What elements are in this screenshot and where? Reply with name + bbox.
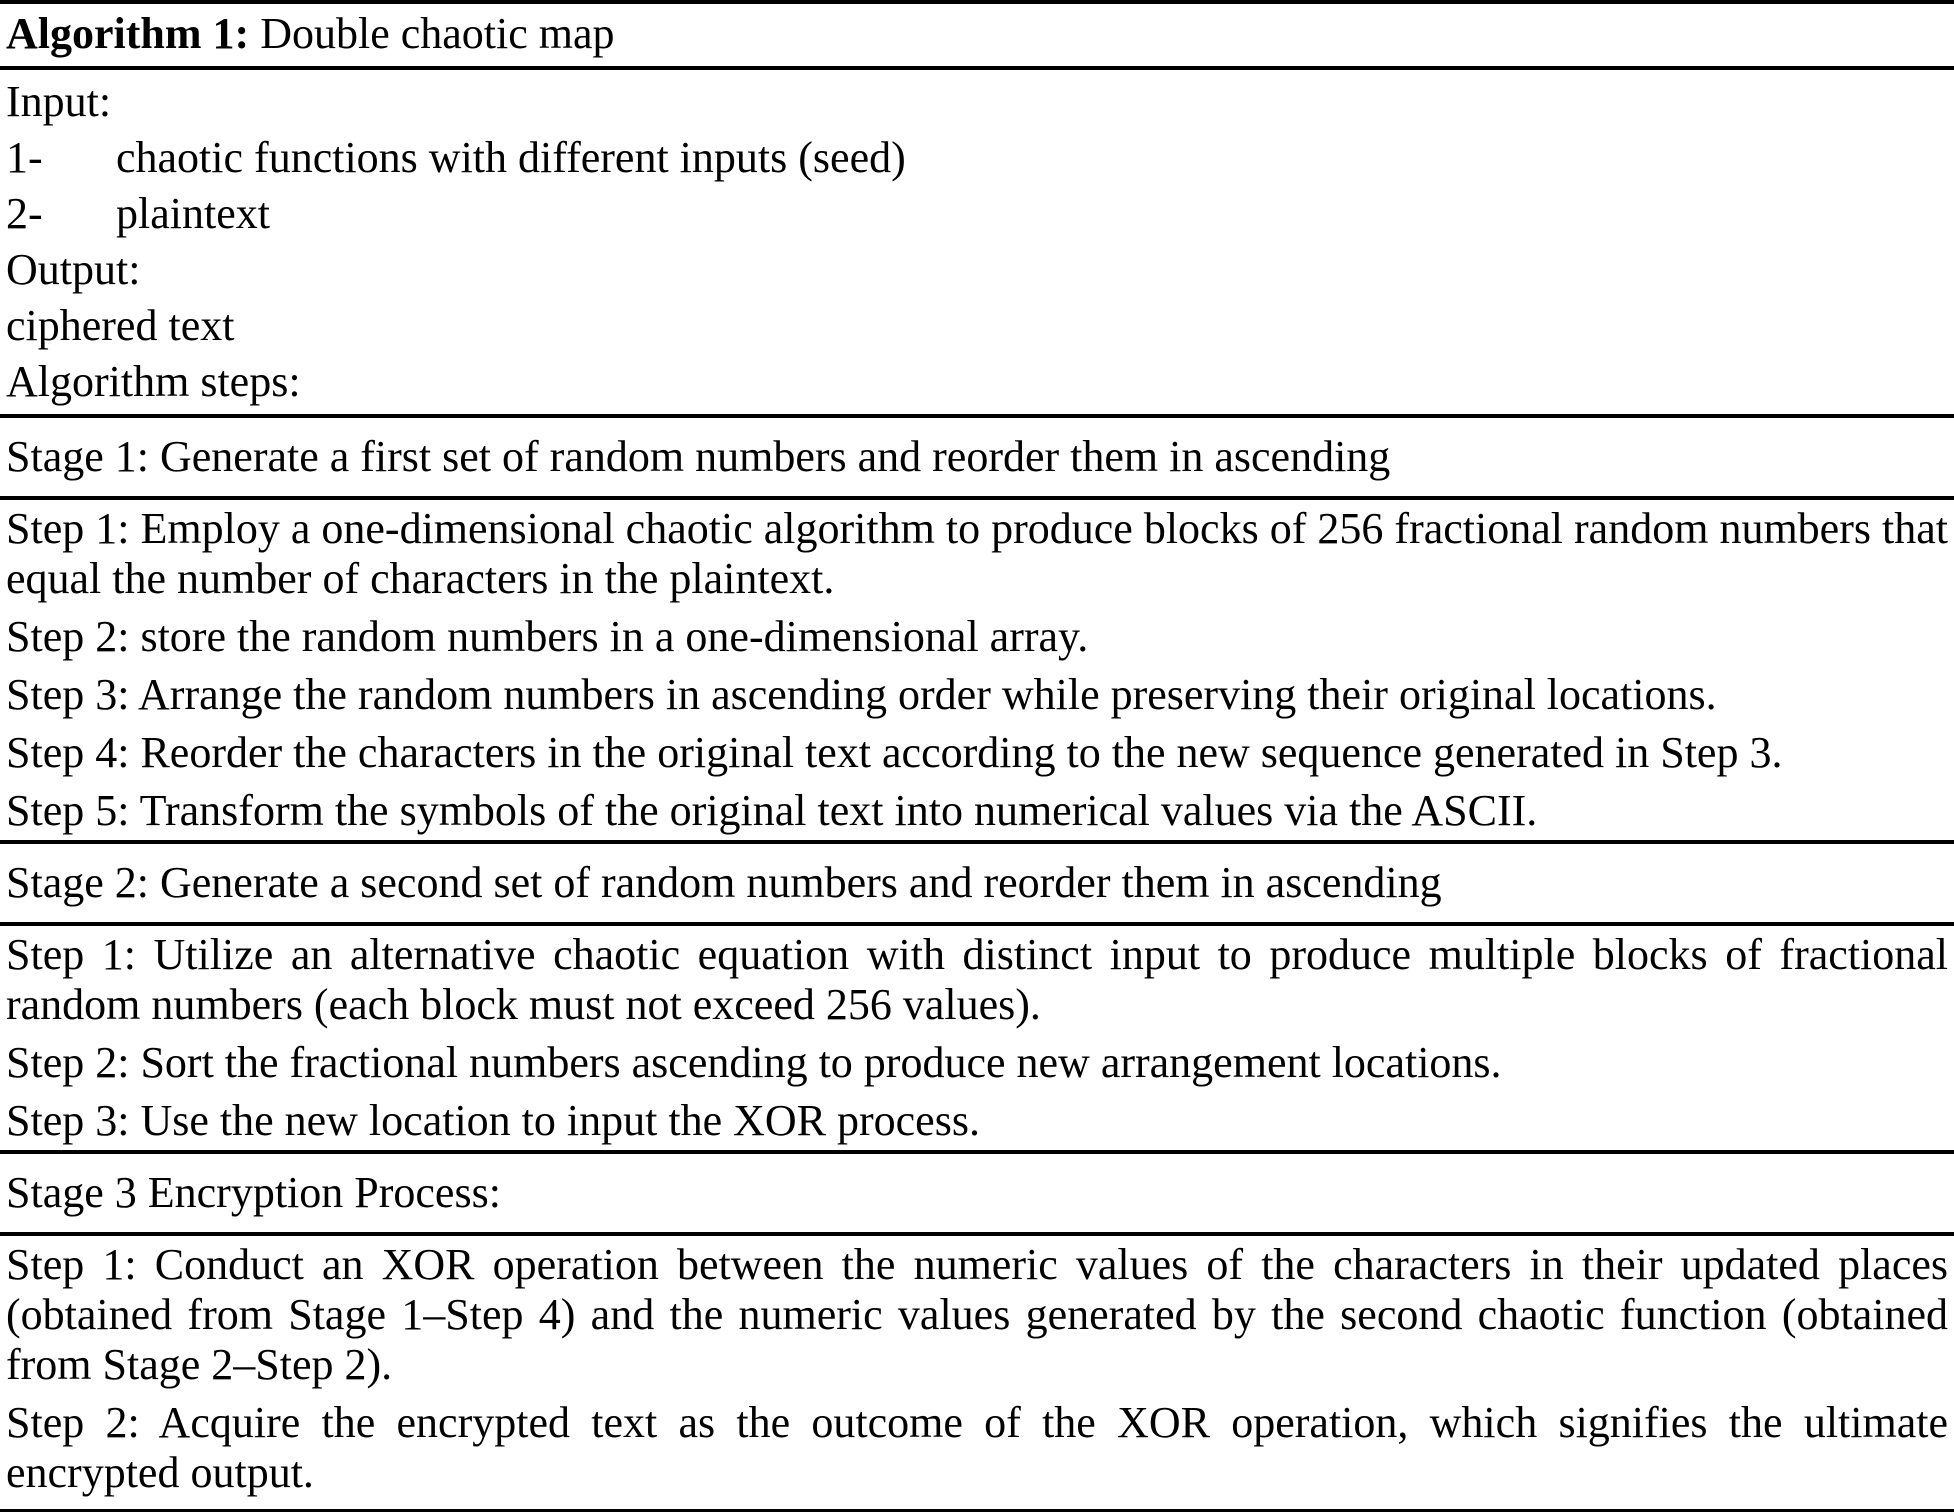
input-item-1-number: 1- <box>6 133 43 182</box>
algorithm-steps-label: Algorithm steps: <box>6 357 301 406</box>
stage-2-heading: Stage 2: Generate a second set of random numbers and reorder them in ascending <box>0 840 1954 926</box>
stage-1-step-2: Step 2: store the random numbers in a one-dimensional array. <box>6 612 1089 661</box>
input-item-2-text: plaintext <box>116 189 270 238</box>
stage-2-step-1: Step 1: Utilize an alternative chaotic equation with distinct input to produce multiple blocks of fractional random numbers (each block must not exceed 256 values). <box>6 930 1948 1029</box>
input-item-1-text: chaotic functions with different inputs (seed) <box>116 133 906 182</box>
algorithm-title-text: Double chaotic map <box>249 9 615 58</box>
stage-1-steps <box>0 500 1954 840</box>
input-item-2-number: 2- <box>6 189 43 238</box>
stage-3-step-2: Step 2: Acquire the encrypted text as the outcome of the XOR operation, which signifies the ultimate encrypted output. <box>6 1398 1948 1497</box>
stage-2-step-3: Step 3: Use the new location to input the XOR process. <box>6 1096 980 1145</box>
stage-1-step-1: Step 1: Employ a one-dimensional chaotic algorithm to produce blocks of 256 fractional random numbers that equal the number of characters in the plaintext. <box>6 504 1948 603</box>
input-output-block <box>0 70 1954 414</box>
stage-3-steps <box>0 1236 1954 1502</box>
output-value: ciphered text <box>6 301 235 350</box>
algorithm-title-row <box>0 4 1954 70</box>
stage-2-steps <box>0 926 1954 1150</box>
stage-3-step-1: Step 1: Conduct an XOR operation between the numeric values of the characters in their updated places (obtained from Stage 1–Step 4) and the numeric values generated by the second chaotic function (obtained from Stage 2–Step 2). <box>6 1240 1948 1389</box>
output-label: Output: <box>6 245 141 294</box>
algorithm-title-label: Algorithm 1: <box>6 9 250 58</box>
stage-1-step-4: Step 4: Reorder the characters in the original text according to the new sequence generated in Step 3. <box>6 728 1783 777</box>
stage-1-heading: Stage 1: Generate a first set of random numbers and reorder them in ascending <box>0 414 1954 500</box>
stage-1-step-5: Step 5: Transform the symbols of the original text into numerical values via the ASCII. <box>6 786 1538 835</box>
input-item-1 <box>6 130 1948 186</box>
input-item-2 <box>6 186 1948 242</box>
stage-3-heading: Stage 3 Encryption Process: <box>0 1150 1954 1236</box>
input-label: Input: <box>6 77 112 126</box>
stage-1-step-3: Step 3: Arrange the random numbers in ascending order while preserving their original locations. <box>6 670 1717 719</box>
stage-2-step-2: Step 2: Sort the fractional numbers ascending to produce new arrangement locations. <box>6 1038 1502 1087</box>
